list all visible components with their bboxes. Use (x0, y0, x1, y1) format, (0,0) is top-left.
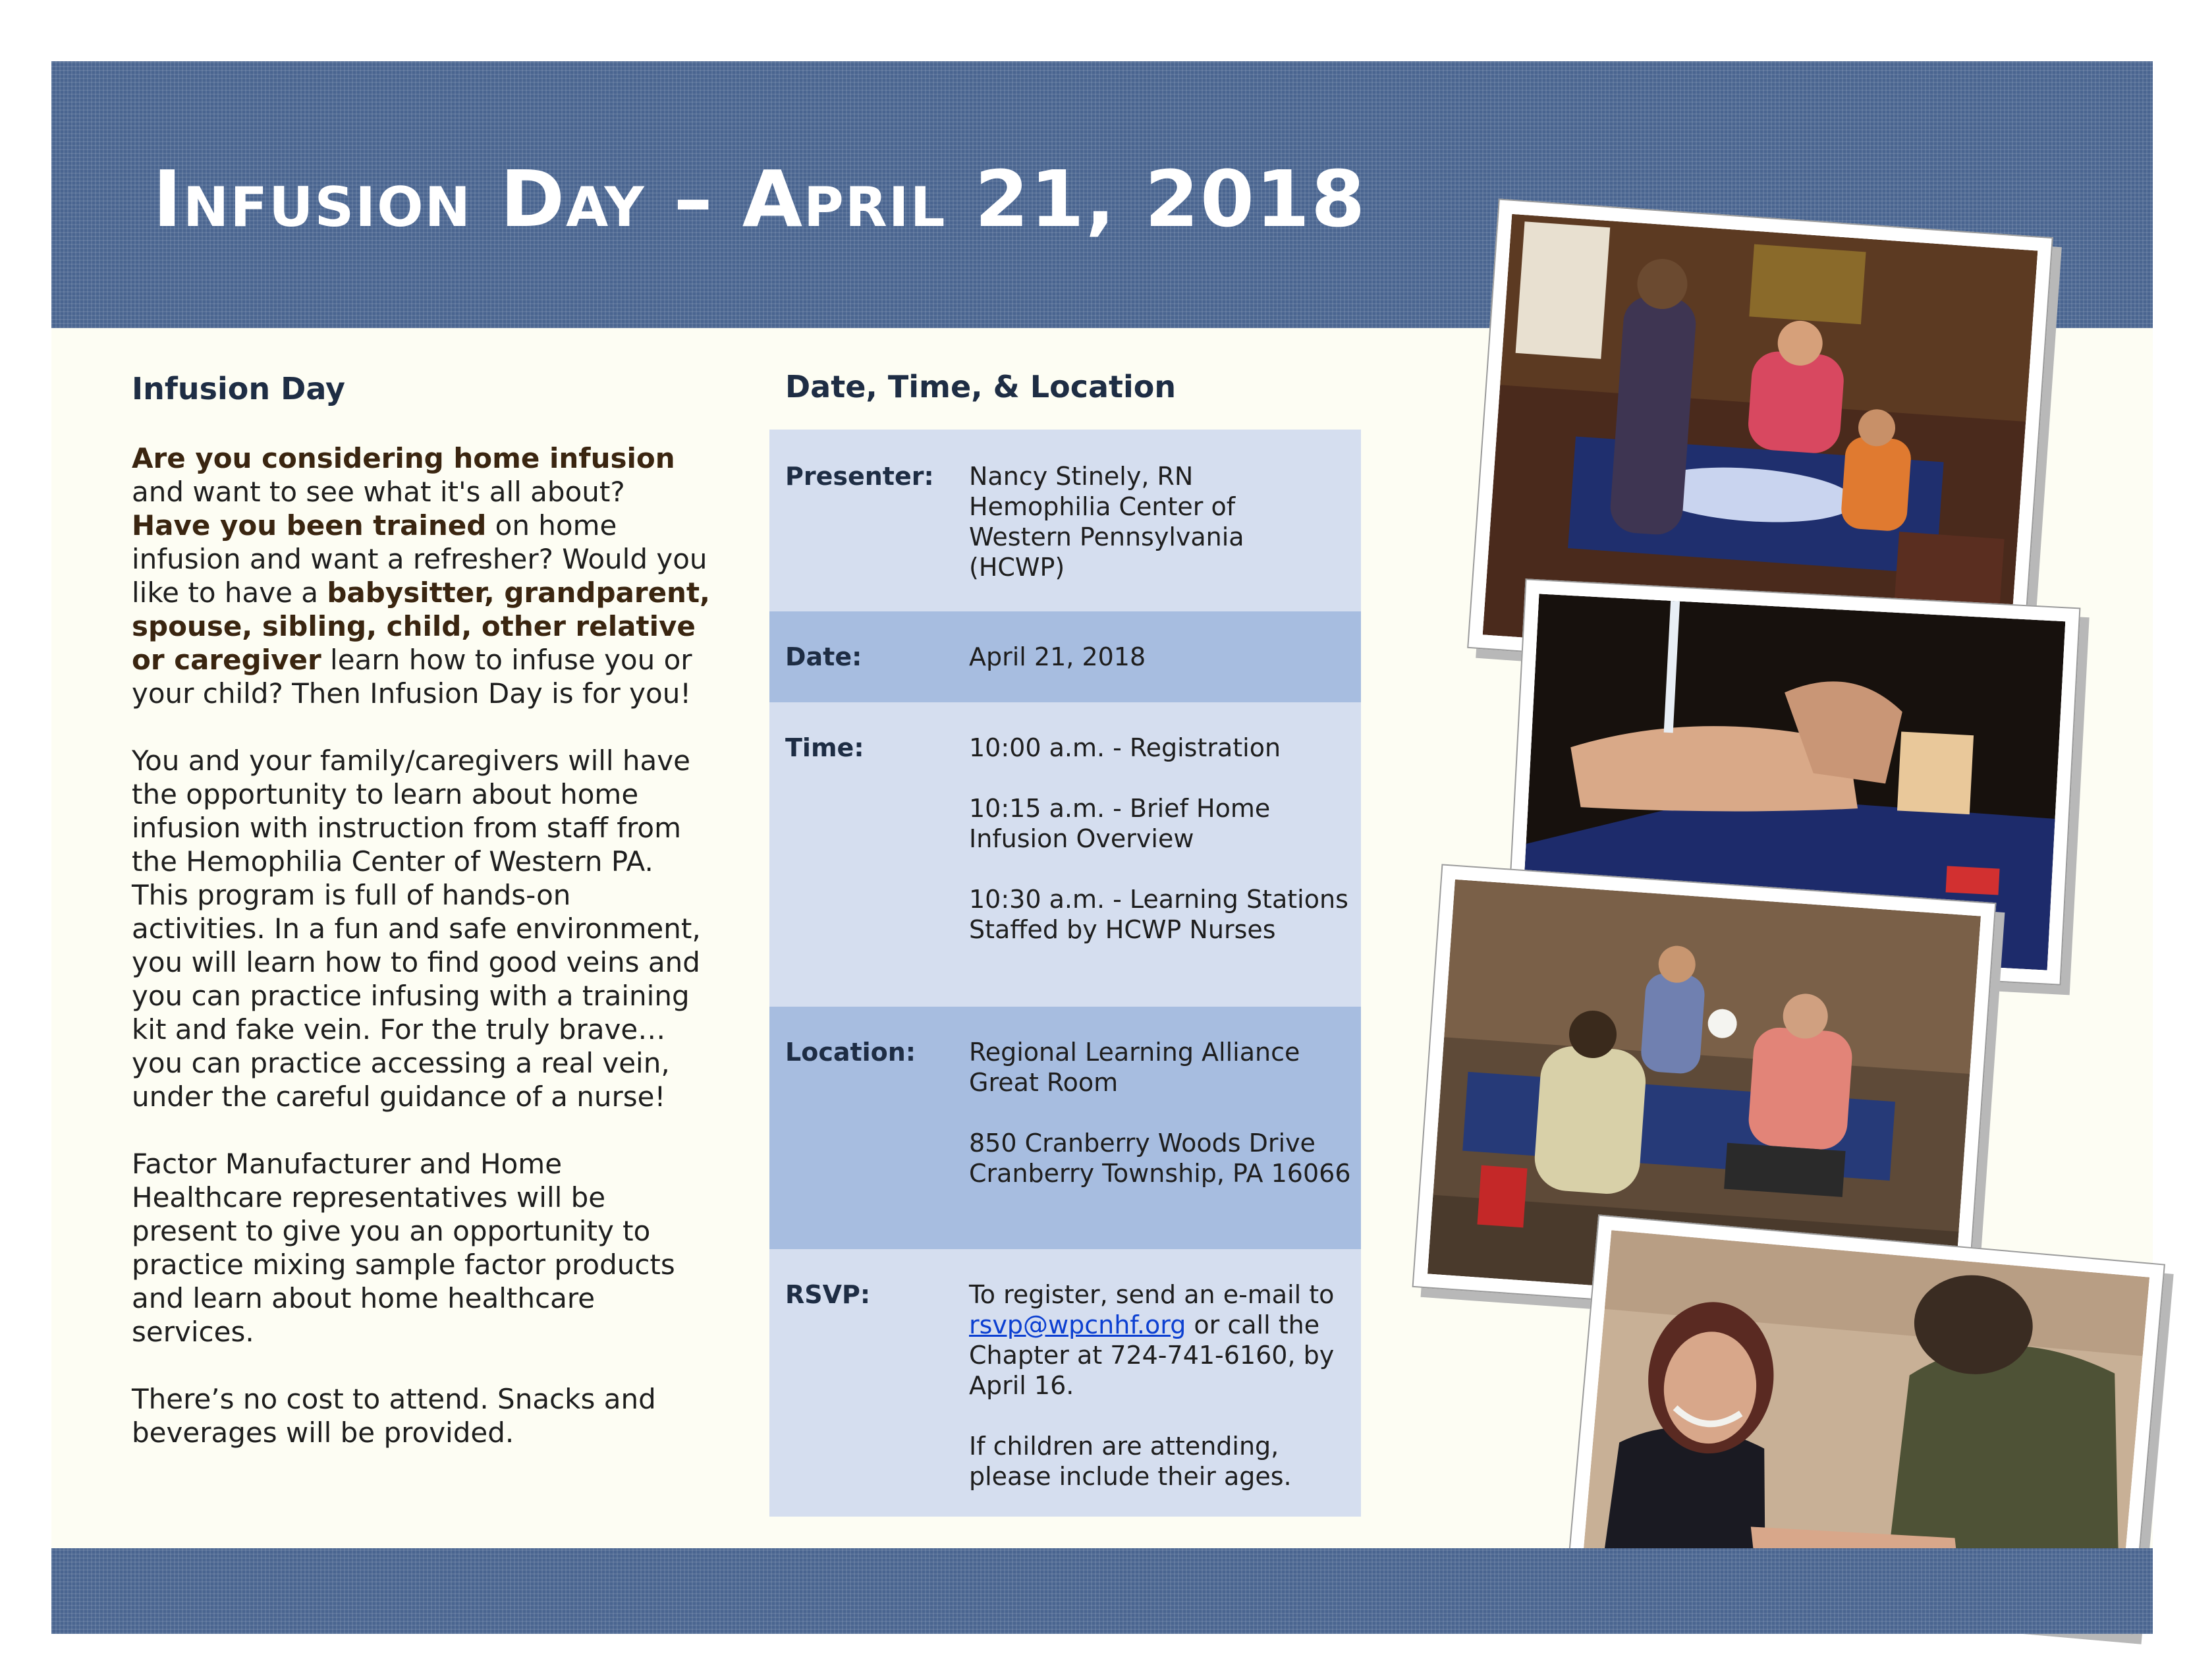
time-label: Time: (785, 733, 864, 762)
intro-paragraph-1 (132, 441, 711, 710)
time-item: 10:15 a.m. - Brief Home Infusion Overview (969, 794, 1271, 853)
intro-text-1: and want to see what it's all about? (132, 476, 625, 508)
rsvp-pre: To register, send an e-mail to (969, 1280, 1335, 1309)
presenter-line: Hemophilia Center of (969, 492, 1236, 521)
location-address: 850 Cranberry Woods Drive Cranberry Township, PA 16066 (969, 1129, 1351, 1188)
presenter-line: (HCWP) (969, 553, 1065, 582)
presenter-line: Western Pennsylvania (969, 522, 1244, 551)
row-location (769, 1007, 1361, 1249)
intro-paragraph-4: There’s no cost to attend. Snacks and beverages will be provided. (132, 1383, 656, 1449)
intro-column (132, 366, 711, 1483)
rsvp-text (969, 1279, 1351, 1401)
details-heading: Date, Time, & Location (785, 369, 1177, 405)
page-title: Infusion Day – April 21, 2018 (153, 154, 1367, 244)
date-value: April 21, 2018 (969, 642, 1146, 671)
rsvp-email-link[interactable]: rsvp@wpcnhf.org (969, 1310, 1186, 1339)
location-value (969, 1037, 1351, 1189)
intro-bold-3: babysitter, grandparent, spouse, sibling, child, other relative or caregiver (132, 576, 710, 676)
presenter-line: Nancy Stinely, RN (969, 462, 1194, 491)
intro-text-3: learn how to infuse you or your child? Then Infusion Day is for you! (132, 644, 692, 710)
time-item: 10:30 a.m. - Learning Stations Staffed by HCWP Nurses (969, 885, 1348, 944)
intro-bold-1: Are you considering home infusion (132, 442, 675, 474)
rsvp-post: or call the Chapter at 724-741-6160, by April 16. (969, 1310, 1335, 1400)
details-table (769, 430, 1361, 1517)
time-value (969, 733, 1351, 945)
row-time (769, 702, 1361, 1007)
intro-paragraph-2: You and your family/caregivers will have the opportunity to learn about home infusion with instruction from staff from the Hemophilia Center of Western PA. This program is full of hands-on activities. In a fun and safe environment, you will learn how to find good veins and you can practice infusing with a training kit and fake vein. For the truly brave…you can practice accessing a real vein, under the careful guidance of a nurse! (132, 744, 701, 1113)
intro-heading: Infusion Day (132, 371, 345, 406)
intro-text-2: on home infusion and want a refresher? Would you like to have a (132, 509, 707, 609)
row-presenter (769, 430, 1361, 611)
location-label: Location: (785, 1038, 916, 1067)
footer-banner (51, 1548, 2153, 1634)
presenter-label: Presenter: (785, 462, 934, 491)
intro-paragraph-3: Factor Manufacturer and Home Healthcare representatives will be present to give you an opportunity to practice mixing sample factor products and learn about home healthcare services. (132, 1148, 675, 1348)
location-name: Regional Learning Alliance Great Room (969, 1038, 1300, 1097)
row-rsvp (769, 1249, 1361, 1517)
row-date (769, 611, 1361, 702)
rsvp-note: If children are attending, please include their ages. (969, 1432, 1292, 1491)
time-item: 10:00 a.m. - Registration (969, 733, 1281, 762)
rsvp-value (969, 1279, 1351, 1492)
presenter-value (969, 461, 1351, 582)
rsvp-label: RSVP: (785, 1280, 871, 1309)
date-label: Date: (785, 642, 862, 671)
intro-bold-2: Have you been trained (132, 509, 487, 542)
